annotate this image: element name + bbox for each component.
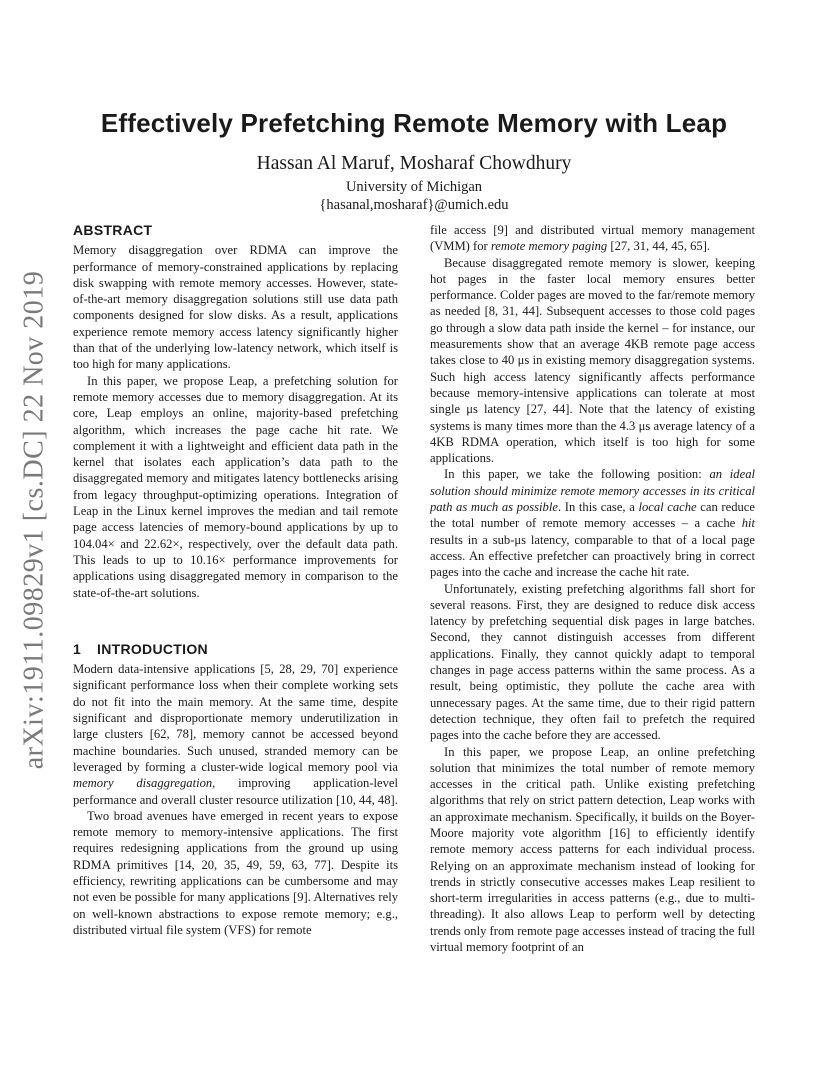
section-title: INTRODUCTION [97,640,208,657]
right-paragraph-1: file access [9] and distributed virtual memory management (VMM) for remote memory paging [27, 31, 44, 45, 65]. [430,223,755,254]
abstract-paragraph-1: Memory disaggregation over RDMA can improve the performance of memory-constrained applications by replacing disk swapping with remote memory accesses. However, state-of-the-art memory disaggregation solutions still use data path components designed for slow disks. As a result, applications experience remote memory access latency significantly higher than that of the underlying low-latency network, which itself is too high for many applications. [73,243,398,372]
author-list: Hassan Al Maruf, Mosharaf Chowdhury [256,153,572,174]
position-statement: an ideal solution should minimize remote memory accesses in its critical path as much as possible [430,467,755,515]
introduction-heading [73,641,398,657]
emphasis: local cache [638,500,697,515]
right-paragraph-4: Unfortunately, existing prefetching algorithms fall short for several reasons. First, they are designed to reduce disk access latency by prefetching sequential disk pages in large batches. Second, they cannot distinguish accesses from different applications. Finally, they cannot quickly adapt to temporal changes in page access patterns within the same process. As a result, being optimistic, they pollute the cache area with unnecessary pages. At the same time, due to their rigid pattern detection technique, they often fail to prefetch the required pages into the cache before they are accessed. [430,581,755,743]
affiliation-block [0,178,828,214]
affiliation: University of Michigan [345,179,483,195]
left-column [73,222,398,938]
right-paragraph-2: Because disaggregated remote memory is slower, keeping hot pages in the faster local memory ensures better performance. Colder pages are moved to the far/remote memory as needed [8, 31, 44]. Subsequent accesses to those cold pages go through a slow data path inside the kernel – for instance, our measurements show that an average 4KB remote page access takes close to 40 μs in existing memory disaggregation systems. Such high access latency significantly affects performance because memory-intensive applications can tolerate at most single μs latency [27, 44]. Note that the latency of existing systems is many times more than the 4.3 μs average latency of a 4KB RDMA operation, which itself is too high for some applications. [430,255,755,466]
section-number: 1 [73,640,82,657]
author-email: {hasanal,mosharaf}@umich.edu [319,197,509,213]
abstract-paragraph-2: In this paper, we propose Leap, a prefetching solution for remote memory accesses due to memory disaggregation. At its core, Leap employs an online, majority-based prefetching algorithm, which increases the page cache hit rate. We complement it with a lightweight and efficient data path in the kernel that isolates each application’s data path to the disaggregated memory and mitigates latency bottlenecks arising from legacy throughput-optimizing operations. Integration of Leap in the Linux kernel improves the median and tail remote page access latencies of memory-bound applications by up to 104.04× and 22.62×, respectively, over the default data path. This leads to up to 10.16× performance improvements for applications using disaggregated memory in comparison to the state-of-the-art solutions. [73,373,398,600]
right-paragraph-5: In this paper, we propose Leap, an online prefetching solution that minimizes the total number of remote memory accesses in the critical path. Unlike existing prefetching algorithms that rely on strict pattern detection, Leap works with an approximate mechanism. Specifically, it builds on the Boyer-Moore majority vote algorithm [16] to efficiently identify remote memory access patterns for each individual process. Relying on an approximate mechanism instead of looking for trends in strictly consecutive accesses makes Leap resilient to short-term irregularities in access patterns (e.g., due to multi-threading). It also allows Leap to perform well by detecting trends only from remote page accesses instead of tracing the full virtual memory footprint of an [430,744,755,955]
right-column [430,222,755,955]
right-paragraph-3: In this paper, we take the following position: an ideal solution should minimize remote memory accesses in its critical path as much as possible. In this case, a local cache can reduce the total number of remote memory accesses – a cache hit results in a sub-μs latency, comparable to that of a local page access. An effective prefetcher can proactively bring in correct pages into the cache and increase the cache hit rate. [430,467,755,580]
arxiv-stamp [14,270,54,770]
emphasis: hit [741,516,755,531]
intro-paragraph-2: Two broad avenues have emerged in recent years to expose remote memory to memory-intensive applications. The first requires redesigning applications from the ground up using RDMA primitives [14, 20, 35, 49, 59, 63, 77]. Despite its efficiency, rewriting applications can be cumbersome and may not even be possible for many applications [9]. Alternatives rely on well-known abstractions to expose remote memory; e.g., distributed virtual file system (VFS) for remote [73,808,398,937]
emphasis: remote memory paging [490,239,608,254]
intro-paragraph-1: Modern data-intensive applications [5, 28, 29, 70] experience significant performance loss when their complete working sets do not fit into the main memory. At the same time, despite significant and disproportionate memory underutilization in large clusters [62, 78], memory cannot be accessed beyond machine boundaries. Such unused, stranded memory can be leveraged by forming a cluster-wide logical memory pool via memory disaggregation, improving application-level performance and overall cluster resource utilization [10, 44, 48]. [73,662,399,807]
emphasis: memory disaggregation [73,776,213,791]
paper-title: Effectively Prefetching Remote Memory with Leap [100,108,728,138]
arxiv-stamp-text: arXiv:1911.09829v1 [cs.DC] 22 Nov 2019 [18,270,49,770]
abstract-heading: ABSTRACT [73,222,153,238]
